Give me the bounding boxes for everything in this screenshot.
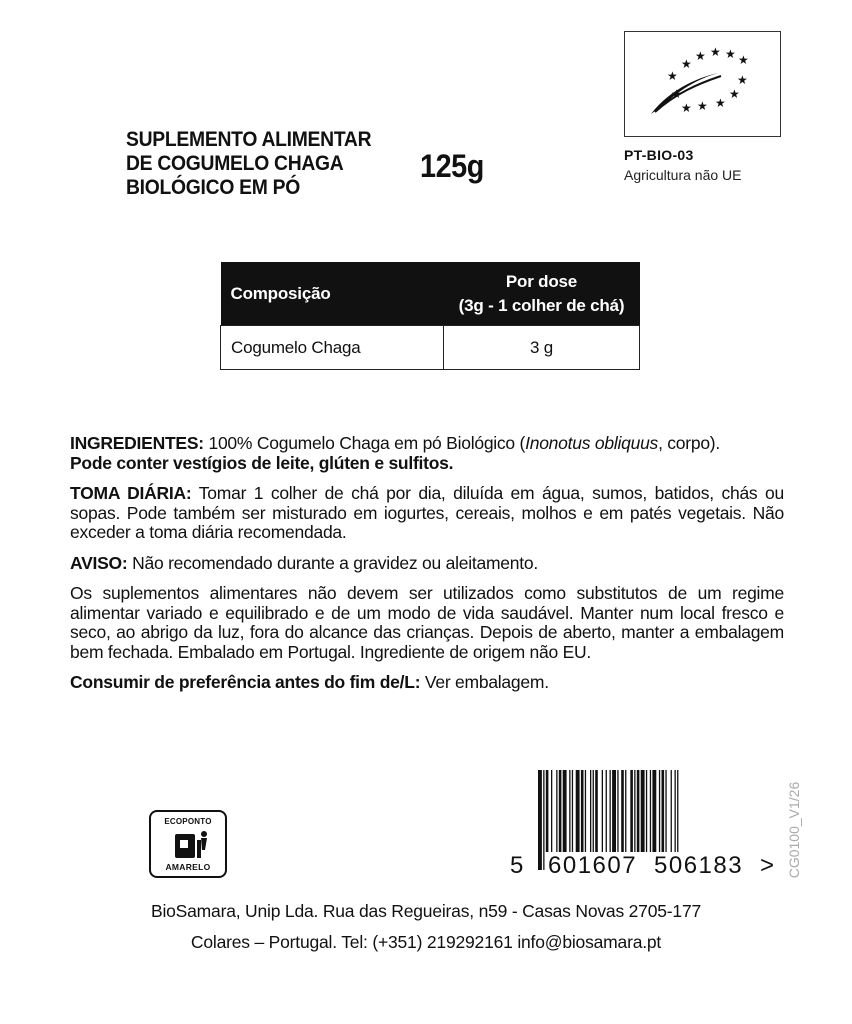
version-code-text: CG0100_V1/26 xyxy=(786,781,802,879)
best-before-text: Ver embalagem. xyxy=(420,672,549,692)
barcode-bar xyxy=(617,770,618,852)
table-header-row xyxy=(221,262,640,326)
barcode-bar xyxy=(659,770,660,852)
barcode-bar xyxy=(593,770,594,852)
barcode xyxy=(508,770,778,880)
barcode-bar xyxy=(621,770,624,852)
svg-text:★: ★ xyxy=(729,87,740,101)
ingredients-paragraph xyxy=(70,434,784,473)
svg-text:★: ★ xyxy=(697,99,708,113)
barcode-first-digit: 5 xyxy=(510,852,524,879)
barcode-bar xyxy=(590,770,591,852)
barcode-bar xyxy=(665,770,666,852)
barcode-bar xyxy=(637,770,640,852)
barcode-quiet-zone-marker: > xyxy=(760,852,775,879)
version-code xyxy=(782,775,806,885)
per-dose-label: Por dose xyxy=(505,271,578,291)
column-header-composition: Composição xyxy=(221,262,444,326)
barcode-bar xyxy=(559,770,562,852)
certification-origin: Agricultura não UE xyxy=(624,167,742,183)
daily-dose-paragraph xyxy=(70,484,784,543)
disclaimer-paragraph: Os suplementos alimentares não devem ser utilizados como substitutos de um regime alimentar variado e equilibrado e de um modo de vida saudável. Manter num local fresco e seco, ao abrigo da luz, fora do alcance das crianças. Depois de aberto, manter a embalagem bem fechada. Embalado em Portugal. Ingrediente de origem não EU. xyxy=(70,583,784,662)
allergen-note: Pode conter vestígios de leite, glúten e sulfitos. xyxy=(70,452,454,473)
certification-code: PT-BIO-03 xyxy=(624,147,694,163)
barcode-bar xyxy=(576,770,580,852)
table-cell-ingredient: Cogumelo Chaga xyxy=(221,326,444,370)
barcode-bar xyxy=(606,770,607,852)
company-contact-line: Colares – Portugal. Tel: (+351) 219292161 info@biosamara.pt xyxy=(190,932,662,952)
svg-text:★: ★ xyxy=(710,45,721,59)
column-header-per-dose xyxy=(444,262,640,326)
product-title xyxy=(126,128,402,200)
product-title-line: DE COGUMELO CHAGA xyxy=(126,152,344,175)
svg-text:★: ★ xyxy=(738,53,749,67)
daily-dose-text: Tomar 1 colher de chá por dia, diluída em água, sumos, batidos, chás ou sopas. Pode também ser misturado em iogurtes, cereais, molhos e em patés vegetais. Não exceder a toma diária recomendada. xyxy=(70,483,784,542)
company-address-line: BioSamara, Unip Lda. Rua das Regueiras, n59 - Casas Novas 2705-177 xyxy=(150,901,702,921)
barcode-bar xyxy=(563,770,567,852)
recycling-bin-icon xyxy=(171,828,209,860)
barcode-right-digits: 506183 xyxy=(654,852,744,879)
table-cell-amount: 3 g xyxy=(444,326,640,370)
barcode-bar xyxy=(662,770,665,852)
svg-text:★: ★ xyxy=(681,101,692,115)
product-title-line: SUPLEMENTO ALIMENTAR xyxy=(126,128,372,151)
best-before-paragraph xyxy=(70,673,784,693)
barcode-bar xyxy=(595,770,598,852)
best-before-label: Consumir de preferência antes do fim de/L: xyxy=(70,672,421,692)
svg-text:★: ★ xyxy=(715,96,726,110)
eu-organic-leaf-icon xyxy=(624,31,781,137)
barcode-bar xyxy=(585,770,586,852)
net-weight: 125g xyxy=(420,148,484,184)
ingredients-text-end: , corpo). xyxy=(658,433,721,453)
per-dose-detail: (3g - 1 colher de chá) xyxy=(458,295,625,315)
barcode-bar xyxy=(569,770,570,852)
svg-text:★: ★ xyxy=(671,87,682,101)
ecoponto-bottom-label: AMARELO xyxy=(165,862,211,872)
svg-text:★: ★ xyxy=(681,57,692,71)
eu-organic-leaf-graphic xyxy=(625,32,779,135)
barcode-bar xyxy=(675,770,676,852)
barcode-bar xyxy=(546,770,549,852)
product-title-line: BIOLÓGICO EM PÓ xyxy=(126,176,301,199)
ingredients-label: INGREDIENTES: xyxy=(70,433,204,453)
svg-text:★: ★ xyxy=(667,69,678,83)
barcode-bar xyxy=(650,770,651,852)
svg-text:★: ★ xyxy=(725,47,736,61)
barcode-bar xyxy=(630,770,633,852)
barcode-bar xyxy=(556,770,557,852)
barcode-bar xyxy=(543,770,544,870)
ecoponto-top-label: ECOPONTO xyxy=(164,817,212,826)
barcode-bar xyxy=(641,770,645,852)
barcode-bar xyxy=(602,770,603,852)
daily-dose-label: TOMA DIÁRIA: xyxy=(70,483,192,503)
composition-table xyxy=(220,262,640,370)
svg-text:★: ★ xyxy=(695,49,706,63)
svg-text:★: ★ xyxy=(737,73,748,87)
barcode-bar xyxy=(551,770,552,852)
warning-paragraph xyxy=(70,554,784,574)
warning-label: AVISO: xyxy=(70,552,128,573)
barcode-bar xyxy=(538,770,542,870)
barcode-bar xyxy=(652,770,656,852)
barcode-bar xyxy=(625,770,626,852)
latin-name: Inonotus obliquus xyxy=(525,433,659,453)
barcode-bar xyxy=(671,770,672,852)
barcode-bar xyxy=(581,770,584,852)
barcode-left-digits: 601607 xyxy=(548,852,638,879)
barcode-bar xyxy=(572,770,573,852)
table-row xyxy=(221,326,640,370)
barcode-bar xyxy=(646,770,647,852)
ecoponto-badge xyxy=(149,810,227,878)
ingredients-text: 100% Cogumelo Chaga em pó Biológico ( xyxy=(203,433,526,453)
warning-text: Não recomendado durante a gravidez ou aleitamento. xyxy=(127,552,538,573)
barcode-bar xyxy=(634,770,635,852)
label-body-text xyxy=(70,434,784,704)
